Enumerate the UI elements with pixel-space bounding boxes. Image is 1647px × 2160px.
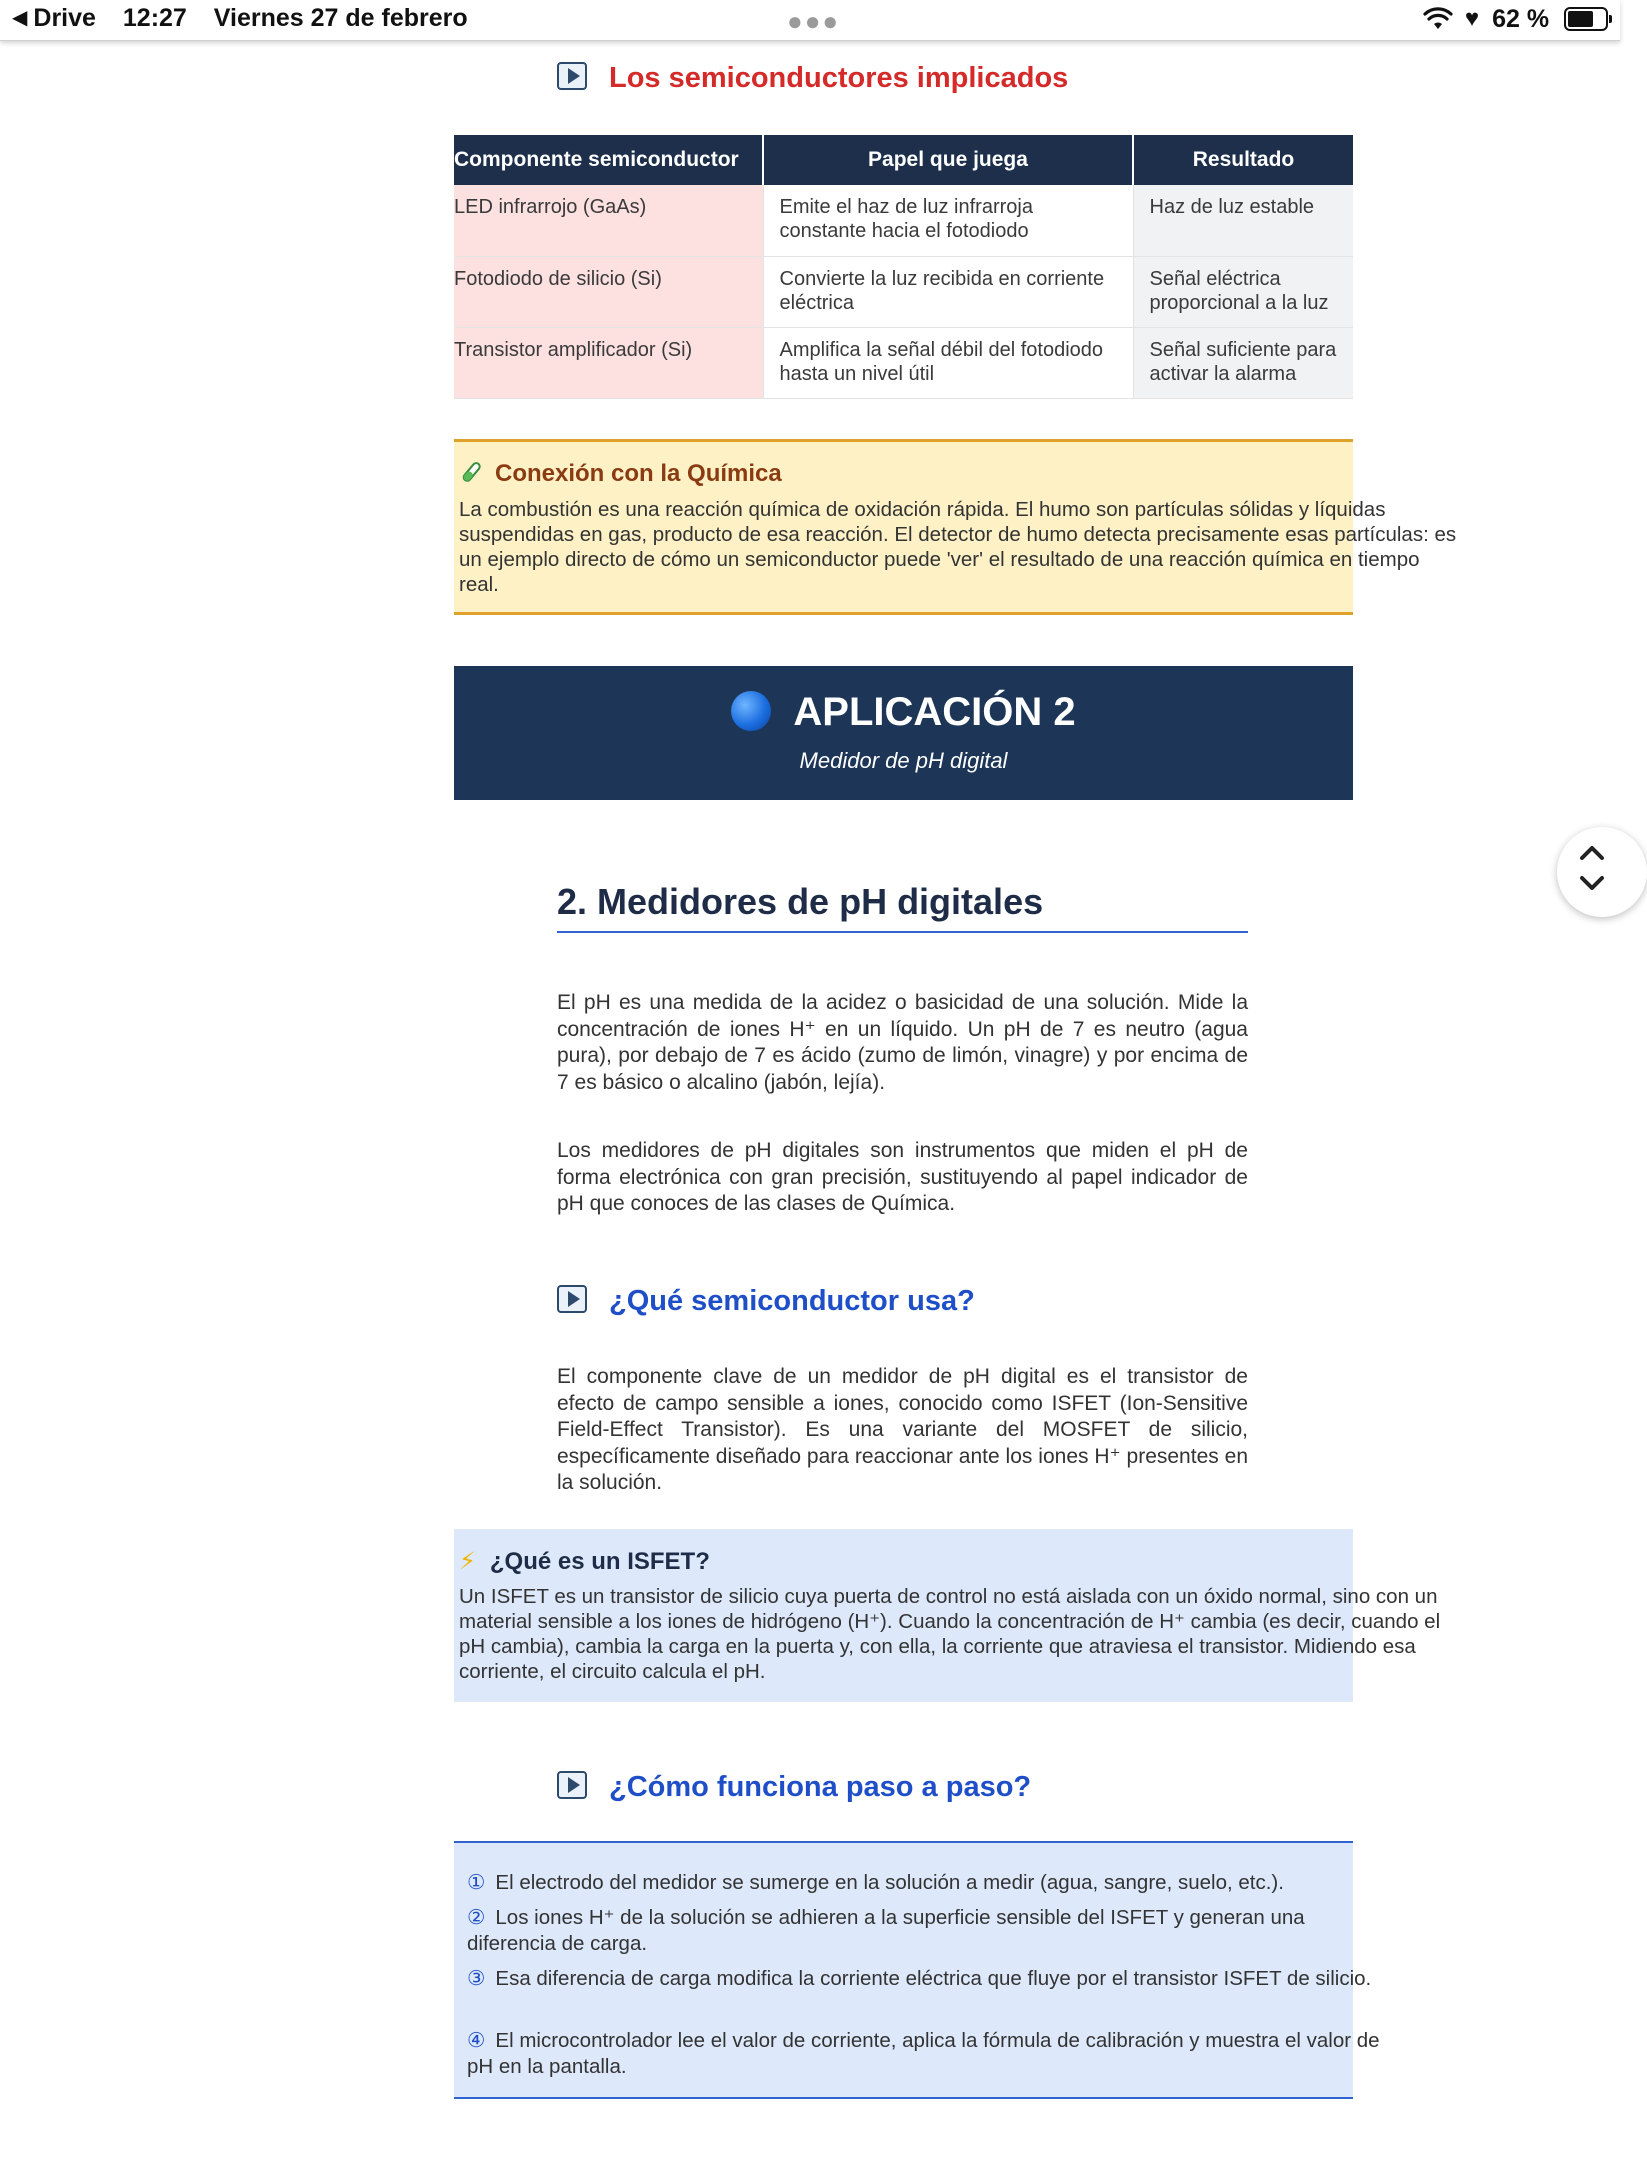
step-text: El microcontrolador lee el valor de corriente, aplica la fórmula de calibración y muestra el valor de pH en la pantalla. [467,2029,1380,2078]
table-cell: Transistor amplificador (Si) [454,327,763,398]
blue-circle-icon [731,691,771,731]
battery-percent: 62 % [1492,4,1550,33]
how-it-works-heading [557,1771,1031,1804]
back-arrow-icon: ◀ [12,7,28,29]
back-label: Drive [33,4,96,32]
table-header-row [454,135,1353,185]
wifi-icon [1424,5,1459,33]
ph-intro-paragraph: El pH es una medida de la acidez o basicidad de una solución. Mide la concentración de iones H⁺ en un líquido. Un pH de 7 es neutro (agua pura), por debajo de 7 es ácido (zumo de limón, vinagre) y por encima de 7 es básico o alcalino (jabón, lejía). [557,991,1248,1094]
list-item [467,1966,1387,1992]
table-header: Papel que juega [763,135,1133,185]
battery-icon [1564,7,1608,31]
heart-icon: ♥ [1464,5,1480,33]
play-icon [557,1771,587,1799]
which-semiconductor-label: ¿Qué semiconductor usa? [609,1285,975,1317]
semis-heading-label: Los semiconductores implicados [609,62,1069,94]
isfet-title-label: ¿Qué es un ISFET? [489,1548,710,1575]
table-cell: Amplifica la señal débil del fotodiodo hasta un nivel útil [763,327,1133,398]
step-text: El electrodo del medidor se sumerge en la solución a medir (agua, sangre, suelo, etc.). [495,1871,1284,1894]
isfet-box-text: Un ISFET es un transistor de silicio cuya puerta de control no está aislada con un óxido normal, sino con un material sensible a los iones de hidrógeno (H⁺). Cuando la concentración de H⁺ cambia (es decir, cuando el pH cambia), cambia la carga en la puerta y, con ella, la corriente que atraviesa el transistor. Midiendo esa corriente, el circuito calcula el pH. [459,1585,1441,1683]
semiconductors-table [454,135,1353,399]
step-text: Esa diferencia de carga modifica la corriente eléctrica que fluye por el transistor ISFET de silicio. [495,1967,1372,1990]
scroll-up-icon[interactable] [1579,843,1605,861]
table-cell: Señal suficiente para activar la alarma [1133,327,1353,398]
step-text: Los iones H⁺ de la solución se adhieren a la superficie sensible del ISFET y generan una diferencia de carga. [467,1906,1305,1955]
section-title: 2. Medidores de pH digitales [557,881,1248,933]
battery-fill [1568,11,1593,27]
status-left [12,4,468,33]
status-date: Viernes 27 de febrero [213,4,468,32]
banner-subtitle: Medidor de pH digital [799,748,1008,773]
how-it-works-label: ¿Cómo funciona paso a paso? [609,1771,1032,1803]
table-cell: LED infrarrojo (GaAs) [454,185,763,256]
chemistry-box-text: La combustión es una reacción química de oxidación rápida. El humo son partículas sólidas y líquidas suspendidas en gas, producto de esa reacción. El detector de humo detecta precisamente esas partículas: es un ejemplo directo de cómo un semiconductor puede 'ver' el resultado de una reacción química en tiempo real. [459,498,1457,596]
which-semiconductor-heading [557,1285,975,1318]
status-time: 12:27 [122,4,187,32]
step-number: ④ [467,2029,486,2052]
table-header: Resultado [1133,135,1353,185]
table-cell: Haz de luz estable [1133,185,1353,256]
scroll-down-icon[interactable] [1579,875,1605,893]
multitasking-dots-icon[interactable]: ●●● [787,6,841,36]
steps-box [454,1841,1380,2099]
table-cell: Fotodiodo de silicio (Si) [454,256,763,327]
ph-meters-paragraph: Los medidores de pH digitales son instrumentos que miden el pH de forma electrónica con gran precisión, sustituyendo al papel indicador de pH que conoces de las clases de Química. [557,1139,1248,1215]
chemistry-connection-box [454,439,1457,615]
isfet-box-title [459,1547,710,1576]
table-row [454,185,1353,256]
lightning-icon: ⚡ [459,1548,476,1575]
banner-title-label: APLICACIÓN 2 [793,690,1076,734]
chemistry-box-title [459,460,782,491]
chemistry-title-label: Conexión con la Química [495,460,782,487]
test-tube-icon [459,460,483,491]
isfet-info-box [454,1529,1441,1702]
list-item [467,1905,1387,1957]
table-cell: Emite el haz de luz infrarroja constante hacia el fotodiodo [763,185,1133,256]
page-scroll-control [1557,827,1647,917]
isfet-intro-paragraph: El componente clave de un medidor de pH digital es el transistor de efecto de campo sensible a iones, conocido como ISFET (Ion-Sensitive Field-Effect Transistor). Es una variante del MOSFET de silicio, específicamente diseñado para reaccionar ante los iones H⁺ presentes en la solución. [557,1365,1248,1494]
table-cell: Convierte la luz recibida en corriente eléctrica [763,256,1133,327]
semis-heading [557,62,1068,95]
list-item [467,1870,1387,1896]
play-icon [557,1285,587,1313]
step-number: ② [467,1906,486,1929]
back-to-drive-button[interactable] [12,4,103,32]
table-header: Componente semiconductor [454,135,763,185]
application-banner [454,666,1353,800]
step-number: ① [467,1871,486,1894]
table-row [454,327,1353,398]
banner-title [454,690,1353,735]
status-bar [0,0,1620,41]
play-icon [557,62,587,90]
table-row [454,256,1353,327]
status-right [1424,4,1608,34]
step-number: ③ [467,1967,486,1990]
table-cell: Señal eléctrica proporcional a la luz [1133,256,1353,327]
list-item [467,2028,1387,2080]
